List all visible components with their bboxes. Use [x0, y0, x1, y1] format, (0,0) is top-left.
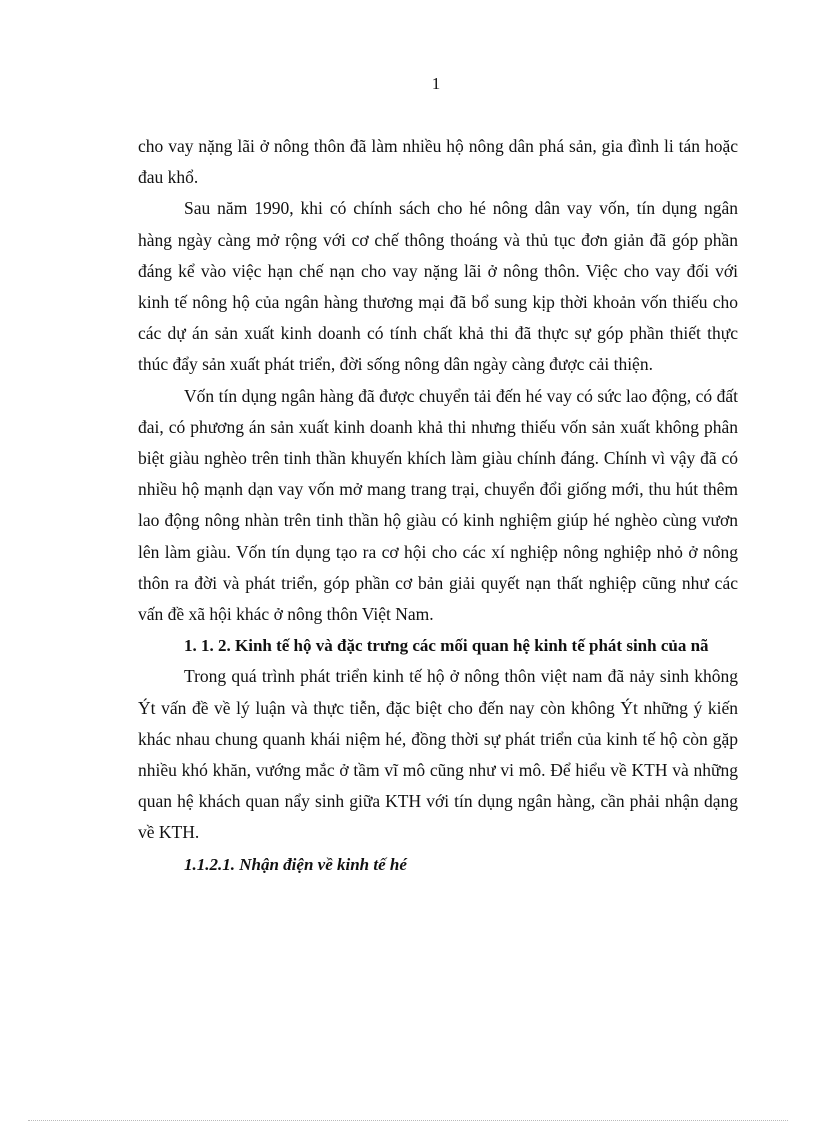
footer-dotted-rule — [28, 1120, 788, 1121]
section-heading: 1. 1. 2. Kinh tế hộ và đặc trưng các mối quan hệ kinh tế phát sinh của nã — [184, 636, 709, 656]
paragraph-after-1990: Sau năm 1990, khi có chính sách cho hé nông dân vay vốn, tín dụng ngân hàng ngày càng mở rộng với cơ chế thông thoáng và thủ tục đơn giản đã góp phần đáng kể vào việc hạn chế nạn cho vay nặng lãi ở nông thôn. Việc cho vay đối với kinh tế nông hộ của ngân hàng thương mại đã bổ sung kịp thời khoản vốn thiếu cho các dự án sản xuất kinh doanh có tính chất khả thi đã thực sự góp phần thiết thực thúc đẩy sản xuất phát triển, đời sống nông dân ngày càng được cải thiện. — [138, 198, 738, 375]
paragraph-bank-credit: Vốn tín dụng ngân hàng đã được chuyển tải đến hé vay có sức lao động, có đất đai, có phương án sản xuất kinh doanh khả thi nhưng thiếu vốn sản xuất không phân biệt giàu nghèo trên tinh thần khuyến khích làm giàu chính đáng. Chính vì vậy đã có nhiều hộ mạnh dạn vay vốn mở mang trang trại, chuyển đổi giống mới, thu hút thêm lao động nông nhàn trên tinh thần hộ giàu có kinh nghiệm giúp hé nghèo cùng vươn lên làm giàu. Vốn tín dụng tạo ra cơ hội cho các xí nghiệp nông nghiệp nhỏ ở nông thôn ra đời và phát triển, góp phần cơ bản giải quyết nạn thất nghiệp cũng như các vấn đề xã hội khác ở nông thôn Việt Nam. — [138, 385, 738, 625]
document-body — [138, 131, 738, 880]
paragraph-household-economy: Trong quá trình phát triển kinh tế hộ ở nông thôn việt nam đã nảy sinh không Ýt vấn đề về lý luận và thực tiễn, đặc biệt cho đến nay còn không Ýt những ý kiến khác nhau chung quanh khái niệm hé, đồng thời sự phát triển của kinh tế hộ còn gặp nhiều khó khăn, vướng mắc ở tầm vĩ mô cũng như vi mô. Để hiểu về KTH và những quan hệ khách quan nẩy sinh giữa KTH với tín dụng ngân hàng, cần phải nhận dạng về KTH. — [138, 666, 738, 843]
subsection-heading: 1.1.2.1. Nhận điện về kinh tế hé — [184, 854, 407, 874]
page-number: 1 — [431, 74, 441, 93]
paragraph-continuation: cho vay nặng lãi ở nông thôn đã làm nhiều hộ nông dân phá sản, gia đình li tán hoặc đau khổ. — [138, 136, 738, 188]
